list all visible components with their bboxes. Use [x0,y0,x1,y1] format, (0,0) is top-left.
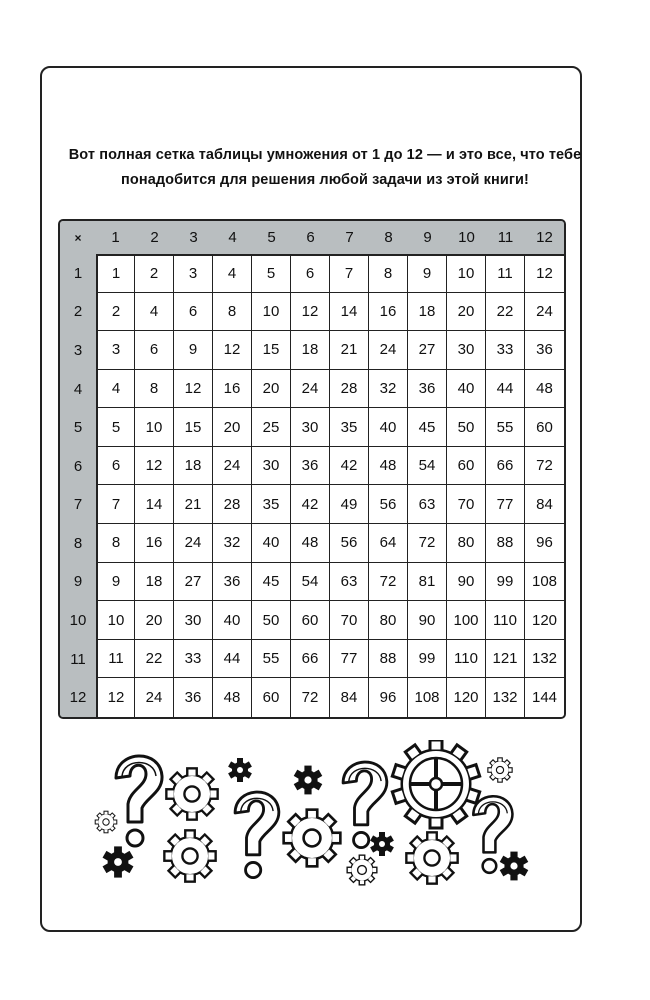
table-cell: 8 [369,254,408,293]
table-cell: 4 [96,370,135,409]
table-cell: 28 [213,485,252,524]
table-cell: 60 [252,678,291,717]
table-cell: 132 [486,678,525,717]
table-cell: 9 [174,331,213,370]
table-cell: 24 [291,370,330,409]
table-cell: 22 [135,640,174,679]
gear-icon [500,852,529,881]
table-cell: 6 [174,293,213,332]
gear-icon [284,810,341,867]
column-header: 5 [252,221,291,254]
table-cell: 36 [408,370,447,409]
column-header: 6 [291,221,330,254]
table-cell: 108 [525,563,564,602]
table-cell: 96 [525,524,564,563]
table-cell: 30 [291,408,330,447]
column-header: 4 [213,221,252,254]
table-cell: 96 [369,678,408,717]
table-cell: 10 [252,293,291,332]
intro-text [60,143,590,193]
table-cell: 5 [96,408,135,447]
table-cell: 77 [486,485,525,524]
row-header: 2 [60,293,96,332]
table-cell: 72 [525,447,564,486]
table-cell: 48 [291,524,330,563]
table-cell: 12 [213,331,252,370]
table-cell: 60 [291,601,330,640]
table-cell: 56 [369,485,408,524]
row-header: 10 [60,601,96,640]
table-cell: 35 [252,485,291,524]
question-mark-icon [116,756,162,846]
table-cell: 16 [135,524,174,563]
column-header: 11 [486,221,525,254]
table-cell: 10 [96,601,135,640]
table-cell: 20 [213,408,252,447]
table-cell: 45 [252,563,291,602]
table-cell: 9 [408,254,447,293]
gear-icon [228,758,252,782]
table-cell: 66 [291,640,330,679]
table-cell: 60 [525,408,564,447]
row-header: 9 [60,563,96,602]
table-cell: 99 [486,563,525,602]
table-cell: 32 [369,370,408,409]
table-cell: 49 [330,485,369,524]
table-cell: 50 [252,601,291,640]
table-cell: 2 [96,293,135,332]
table-cell: 15 [252,331,291,370]
row-header: 1 [60,254,96,293]
row-header: 8 [60,524,96,563]
gear-icon [166,768,217,819]
table-cell: 24 [135,678,174,717]
table-cell: 81 [408,563,447,602]
table-cell: 48 [525,370,564,409]
table-cell: 121 [486,640,525,679]
table-cell: 54 [291,563,330,602]
column-header: 7 [330,221,369,254]
table-cell: 90 [408,601,447,640]
table-cell: 32 [213,524,252,563]
table-cell: 63 [408,485,447,524]
table-cell: 44 [213,640,252,679]
table-cell: 7 [96,485,135,524]
table-cell: 110 [447,640,486,679]
table-cell: 27 [174,563,213,602]
gear-icon [370,832,394,856]
table-cell: 55 [252,640,291,679]
table-cell: 50 [447,408,486,447]
table-cell: 24 [174,524,213,563]
table-cell: 84 [525,485,564,524]
row-header: 5 [60,408,96,447]
table-cell: 24 [525,293,564,332]
table-cell: 56 [330,524,369,563]
gear-icon [164,830,215,881]
table-cell: 12 [525,254,564,293]
table-cell: 80 [447,524,486,563]
table-cell: 64 [369,524,408,563]
table-cell: 63 [330,563,369,602]
table-cell: 132 [525,640,564,679]
table-cell: 20 [135,601,174,640]
table-cell: 99 [408,640,447,679]
table-cell: 21 [174,485,213,524]
table-cell: 6 [291,254,330,293]
table-cell: 72 [369,563,408,602]
row-header: 11 [60,640,96,679]
table-cell: 108 [408,678,447,717]
table-cell: 54 [408,447,447,486]
table-cell: 84 [330,678,369,717]
table-cell: 24 [213,447,252,486]
table-cell: 12 [174,370,213,409]
table-cell: 40 [213,601,252,640]
table-cell: 12 [135,447,174,486]
table-cell: 48 [213,678,252,717]
table-cell: 33 [174,640,213,679]
table-cell: 10 [135,408,174,447]
table-cell: 12 [96,678,135,717]
table-cell: 44 [486,370,525,409]
table-cell: 8 [135,370,174,409]
table-cell: 144 [525,678,564,717]
column-header: 8 [369,221,408,254]
table-cell: 88 [486,524,525,563]
table-cell: 70 [330,601,369,640]
table-cell: 6 [96,447,135,486]
table-cell: 8 [213,293,252,332]
table-cell: 27 [408,331,447,370]
table-cell: 5 [252,254,291,293]
gear-icon [392,740,479,828]
table-cell: 11 [486,254,525,293]
table-cell: 20 [252,370,291,409]
table-cell: 60 [447,447,486,486]
table-cell: 42 [291,485,330,524]
table-cell: 36 [213,563,252,602]
table-cell: 48 [369,447,408,486]
question-mark-icon [235,792,279,878]
gear-icon [95,811,117,833]
table-cell: 72 [408,524,447,563]
table-cell: 35 [330,408,369,447]
table-cell: 36 [174,678,213,717]
table-corner-symbol: × [60,221,96,254]
gear-icon [406,832,457,883]
intro-line-2: понадобится для решения любой задачи из этой книги! [121,172,529,188]
table-cell: 72 [291,678,330,717]
table-cell: 80 [369,601,408,640]
decorative-illustration [86,740,546,890]
table-cell: 18 [174,447,213,486]
table-cell: 24 [369,331,408,370]
table-cell: 3 [174,254,213,293]
table-cell: 30 [252,447,291,486]
table-cell: 110 [486,601,525,640]
table-cell: 10 [447,254,486,293]
table-cell: 66 [486,447,525,486]
table-cell: 90 [447,563,486,602]
column-header: 3 [174,221,213,254]
table-cell: 8 [96,524,135,563]
table-cell: 18 [135,563,174,602]
table-cell: 120 [525,601,564,640]
column-header: 10 [447,221,486,254]
column-header: 2 [135,221,174,254]
table-cell: 21 [330,331,369,370]
gear-icon [488,758,512,782]
row-header: 3 [60,331,96,370]
table-cell: 12 [291,293,330,332]
row-header: 7 [60,485,96,524]
multiplication-table [58,219,566,719]
intro-line-1: Вот полная сетка таблицы умножения от 1 до 12 — и это все, что тебе [68,147,582,163]
table-cell: 88 [369,640,408,679]
table-cell: 70 [447,485,486,524]
table-cell: 6 [135,331,174,370]
table-cell: 9 [96,563,135,602]
gear-icon [103,846,134,877]
table-cell: 3 [96,331,135,370]
table-cell: 16 [213,370,252,409]
table-cell: 33 [486,331,525,370]
column-header: 1 [96,221,135,254]
table-cell: 7 [330,254,369,293]
table-cell: 16 [369,293,408,332]
table-cell: 14 [330,293,369,332]
table-cell: 100 [447,601,486,640]
table-cell: 42 [330,447,369,486]
table-cell: 11 [96,640,135,679]
table-cell: 18 [408,293,447,332]
column-header: 9 [408,221,447,254]
table-cell: 18 [291,331,330,370]
table-cell: 120 [447,678,486,717]
gear-icon [347,855,377,885]
table-cell: 28 [330,370,369,409]
table-cell: 30 [174,601,213,640]
table-cell: 40 [252,524,291,563]
table-cell: 40 [369,408,408,447]
table-cell: 36 [525,331,564,370]
table-cell: 25 [252,408,291,447]
table-cell: 77 [330,640,369,679]
row-header: 4 [60,370,96,409]
column-header: 12 [525,221,564,254]
table-cell: 40 [447,370,486,409]
table-cell: 20 [447,293,486,332]
table-cell: 4 [135,293,174,332]
table-cell: 4 [213,254,252,293]
table-cell: 45 [408,408,447,447]
table-cell: 14 [135,485,174,524]
table-cell: 22 [486,293,525,332]
table-cell: 2 [135,254,174,293]
table-cell: 15 [174,408,213,447]
row-header: 12 [60,678,96,717]
table-cell: 55 [486,408,525,447]
row-header: 6 [60,447,96,486]
table-cell: 30 [447,331,486,370]
table-cell: 36 [291,447,330,486]
gear-icon [294,766,323,795]
table-cell: 1 [96,254,135,293]
